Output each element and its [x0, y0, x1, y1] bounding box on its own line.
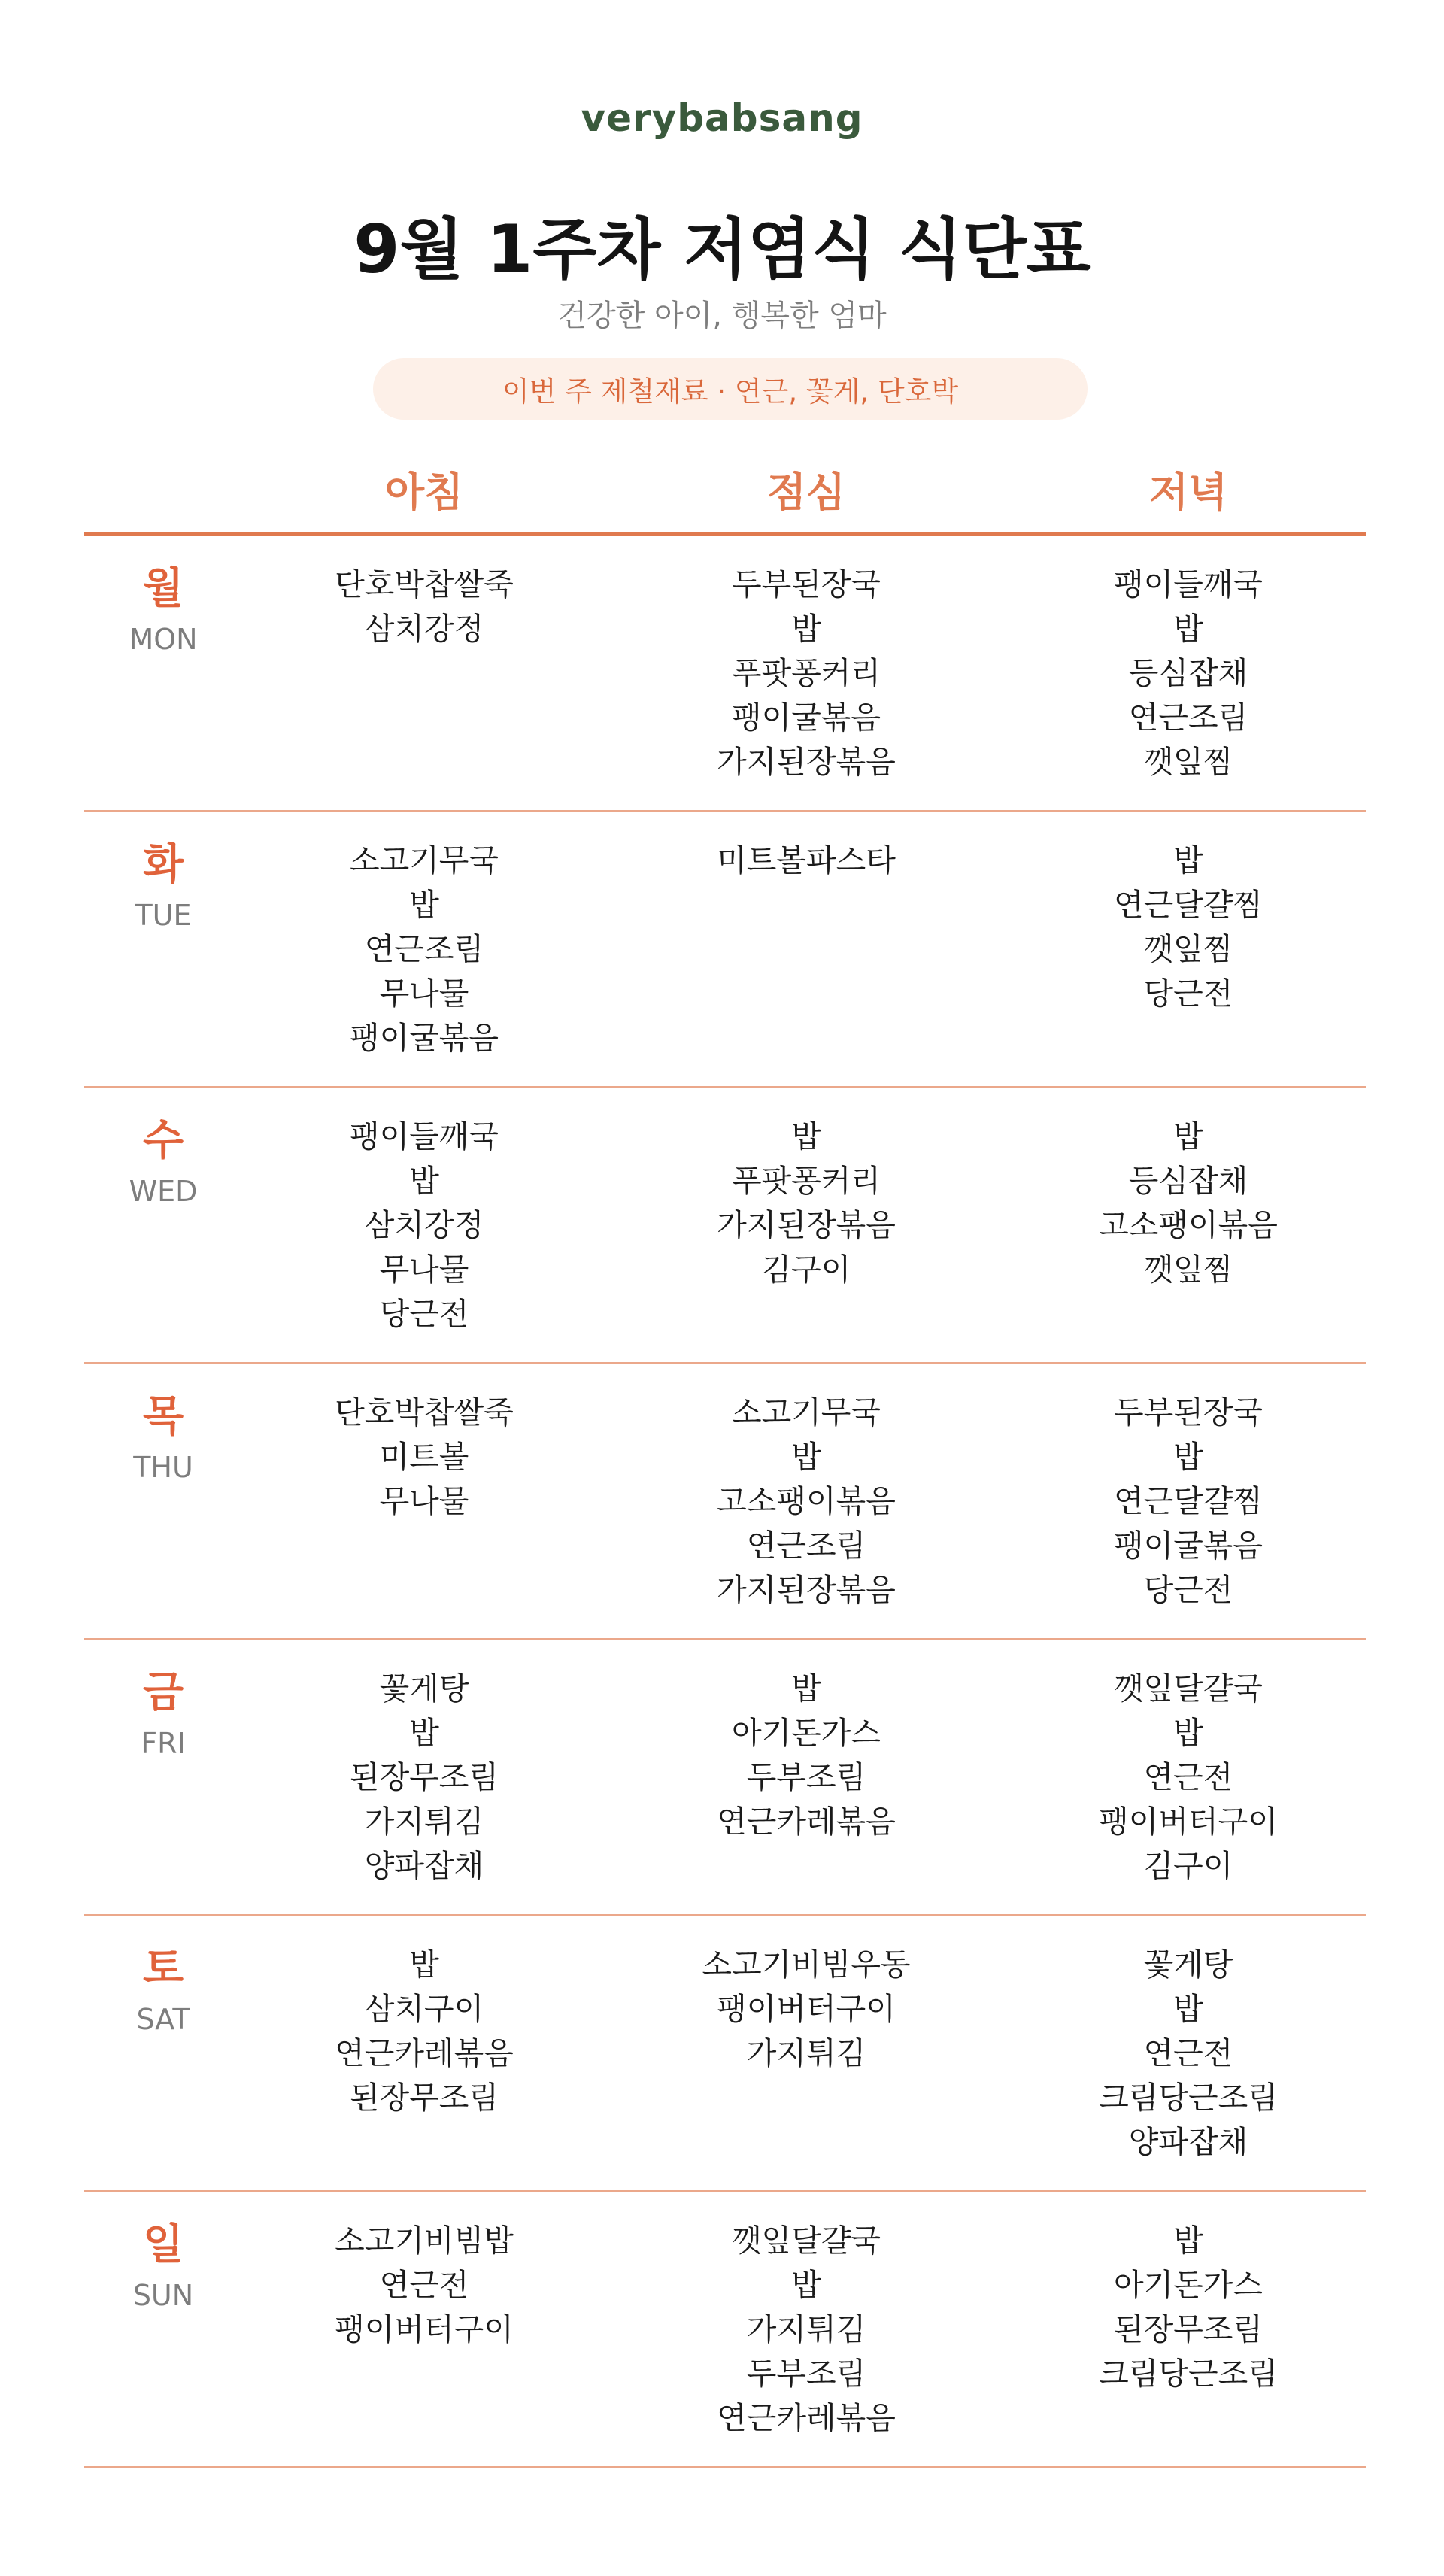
menu-item: 팽이굴볶음: [349, 1020, 499, 1056]
menu-item: 당근전: [1143, 975, 1233, 1012]
menu-item: 김구이: [1143, 1848, 1233, 1884]
dinner-cell: [1038, 1667, 1339, 1889]
menu-item: 무나물: [379, 1252, 469, 1288]
menu-item: 팽이버터구이: [1099, 1804, 1278, 1840]
lunch-cell: [656, 1391, 957, 1613]
breakfast-cell: [274, 1115, 575, 1337]
menu-item: 양파잡채: [364, 1848, 484, 1884]
lunch-cell: [656, 839, 957, 883]
day-name-english: MON: [129, 623, 198, 656]
menu-item: 양파잡채: [1128, 2124, 1248, 2160]
menu-item: 밥: [1173, 842, 1203, 878]
day-name-english: SAT: [136, 2003, 190, 2036]
menu-item: 소고기비빔밥: [335, 2223, 514, 2259]
breakfast-cell: [274, 2219, 575, 2352]
day-name-korean: 토: [142, 1944, 184, 1993]
lunch-cell: [656, 1667, 957, 1844]
menu-item: 고소팽이볶음: [717, 1483, 896, 1519]
lunch-cell: [656, 1943, 957, 2076]
dinner-cell: [1038, 1115, 1339, 1292]
menu-item: 깻잎찜: [1143, 744, 1233, 780]
menu-item: 밥: [409, 1715, 439, 1751]
day-name-korean: 금: [142, 1668, 184, 1717]
page-subtitle: 건강한 아이, 행복한 엄마: [557, 299, 887, 333]
menu-item: 두부조림: [746, 1759, 866, 1795]
breakfast-cell: [274, 1943, 575, 2120]
menu-item: 가지된장볶음: [717, 744, 896, 780]
menu-item: 밥: [791, 611, 821, 647]
menu-item: 연근조림: [1128, 699, 1248, 736]
day-label: [84, 563, 242, 657]
menu-item: 소고기무국: [731, 1394, 881, 1431]
menu-item: 등심잡채: [1128, 1163, 1248, 1199]
menu-item: 단호박찹쌀죽: [335, 566, 514, 602]
menu-item: 무나물: [379, 975, 469, 1012]
menu-item: 꽃게탕: [1143, 1946, 1233, 1983]
menu-item: 밥: [791, 1670, 821, 1707]
day-label: [84, 839, 242, 933]
menu-item: 된장무조림: [349, 2080, 499, 2116]
day-name-english: WED: [129, 1175, 198, 1208]
menu-item: 가지튀김: [746, 2035, 866, 2071]
menu-item: 아기돈가스: [731, 1715, 881, 1751]
day-label: [84, 1391, 242, 1485]
day-label: [84, 1667, 242, 1761]
menu-item: 연근카레볶음: [335, 2035, 514, 2071]
dinner-cell: [1038, 1943, 1339, 2165]
menu-item: 밥: [1173, 2223, 1203, 2259]
breakfast-cell: [274, 839, 575, 1060]
menu-item: 가지튀김: [364, 1804, 484, 1840]
menu-item: 연근전: [379, 2267, 469, 2303]
day-name-english: FRI: [141, 1727, 186, 1760]
menu-item: 밥: [1173, 1715, 1203, 1751]
menu-item: 소고기비빔우동: [702, 1946, 911, 1983]
day-row-tue: [84, 812, 1366, 1088]
day-name-english: TUE: [135, 899, 192, 932]
day-name-korean: 월: [142, 564, 184, 613]
column-header-dinner: 저녁: [1148, 469, 1228, 516]
menu-item: 미트볼: [379, 1439, 469, 1475]
menu-item: 등심잡채: [1128, 655, 1248, 691]
menu-item: 밥: [791, 2267, 821, 2303]
seasonal-ingredients-text: 이번 주 제철재료 · 연근, 꽃게, 단호박: [502, 375, 959, 408]
menu-item: 푸팟퐁커리: [731, 1163, 881, 1199]
page-title: 9월 1주차 저염식 식단표: [353, 211, 1091, 288]
breakfast-cell: [274, 1667, 575, 1889]
menu-item: 연근전: [1143, 1759, 1233, 1795]
menu-item: 삼치강정: [364, 611, 484, 647]
menu-item: 소고기무국: [349, 842, 499, 878]
menu-item: 밥: [1173, 611, 1203, 647]
meal-column-header: [84, 460, 1366, 536]
menu-item: 연근전: [1143, 2035, 1233, 2071]
menu-item: 크림당근조림: [1099, 2080, 1278, 2116]
menu-item: 깻잎달걀국: [731, 2223, 881, 2259]
lunch-cell: [656, 2219, 957, 2441]
day-label: [84, 2219, 242, 2314]
day-name-english: THU: [133, 1451, 193, 1484]
lunch-cell: [656, 1115, 957, 1292]
menu-item: 연근조림: [364, 931, 484, 967]
day-name-korean: 화: [142, 840, 184, 889]
menu-item: 연근달걀찜: [1113, 1483, 1264, 1519]
menu-item: 팽이들깨국: [1113, 566, 1264, 602]
menu-item: 당근전: [379, 1296, 469, 1332]
day-row-mon: [84, 536, 1366, 812]
menu-item: 두부된장국: [1113, 1394, 1264, 1431]
menu-item: 밥: [1173, 1991, 1203, 2027]
menu-item: 연근조림: [746, 1528, 866, 1564]
day-label: [84, 1115, 242, 1209]
menu-item: 밥: [791, 1439, 821, 1475]
menu-item: 밥: [409, 1946, 439, 1983]
dinner-cell: [1038, 839, 1339, 1016]
menu-item: 고소팽이볶음: [1099, 1207, 1278, 1243]
day-name-korean: 수: [142, 1116, 184, 1165]
day-name-korean: 목: [142, 1392, 184, 1441]
menu-item: 밥: [791, 1118, 821, 1154]
breakfast-cell: [274, 1391, 575, 1524]
day-row-wed: [84, 1088, 1366, 1364]
menu-item: 팽이들깨국: [349, 1118, 499, 1154]
day-row-sun: [84, 2192, 1366, 2468]
menu-item: 팽이굴볶음: [1113, 1528, 1264, 1564]
menu-item: 푸팟퐁커리: [731, 655, 881, 691]
dinner-cell: [1038, 1391, 1339, 1613]
day-row-sat: [84, 1916, 1366, 2192]
seasonal-ingredients-banner: [373, 358, 1088, 420]
menu-item: 크림당근조림: [1099, 2356, 1278, 2392]
menu-item: 가지튀김: [746, 2311, 866, 2347]
menu-item: 무나물: [379, 1483, 469, 1519]
dinner-cell: [1038, 2219, 1339, 2396]
menu-item: 연근카레볶음: [717, 1804, 896, 1840]
menu-item: 깻잎달걀국: [1113, 1670, 1264, 1707]
dinner-cell: [1038, 563, 1339, 784]
menu-item: 삼치구이: [364, 1991, 484, 2027]
menu-item: 두부조림: [746, 2356, 866, 2392]
menu-item: 삼치강정: [364, 1207, 484, 1243]
menu-item: 꽃게탕: [379, 1670, 469, 1707]
column-header-breakfast: 아침: [384, 469, 464, 516]
menu-item: 팽이굴볶음: [731, 699, 881, 736]
day-row-thu: [84, 1364, 1366, 1640]
menu-item: 팽이버터구이: [717, 1991, 896, 2027]
day-row-fri: [84, 1640, 1366, 1916]
menu-item: 김구이: [761, 1252, 851, 1288]
menu-item: 미트볼파스타: [717, 842, 896, 878]
menu-item: 된장무조림: [349, 1759, 499, 1795]
menu-item: 두부된장국: [731, 566, 881, 602]
menu-item: 밥: [409, 1163, 439, 1199]
menu-item: 밥: [409, 887, 439, 923]
menu-item: 아기돈가스: [1113, 2267, 1264, 2303]
brand-logo: verybabsang: [581, 96, 863, 140]
column-header-lunch: 점심: [766, 469, 846, 516]
menu-item: 가지된장볶음: [717, 1207, 896, 1243]
menu-item: 깻잎찜: [1143, 931, 1233, 967]
menu-item: 된장무조림: [1113, 2311, 1264, 2347]
menu-item: 가지된장볶음: [717, 1572, 896, 1608]
day-name-korean: 일: [142, 2220, 184, 2269]
breakfast-cell: [274, 563, 575, 651]
menu-item: 밥: [1173, 1439, 1203, 1475]
menu-item: 팽이버터구이: [335, 2311, 514, 2347]
menu-item: 밥: [1173, 1118, 1203, 1154]
menu-item: 연근카레볶음: [717, 2400, 896, 2436]
menu-item: 단호박찹쌀죽: [335, 1394, 514, 1431]
day-name-english: SUN: [132, 2279, 194, 2312]
menu-item: 연근달걀찜: [1113, 887, 1264, 923]
menu-item: 깻잎찜: [1143, 1252, 1233, 1288]
menu-item: 당근전: [1143, 1572, 1233, 1608]
day-label: [84, 1943, 242, 2037]
lunch-cell: [656, 563, 957, 784]
